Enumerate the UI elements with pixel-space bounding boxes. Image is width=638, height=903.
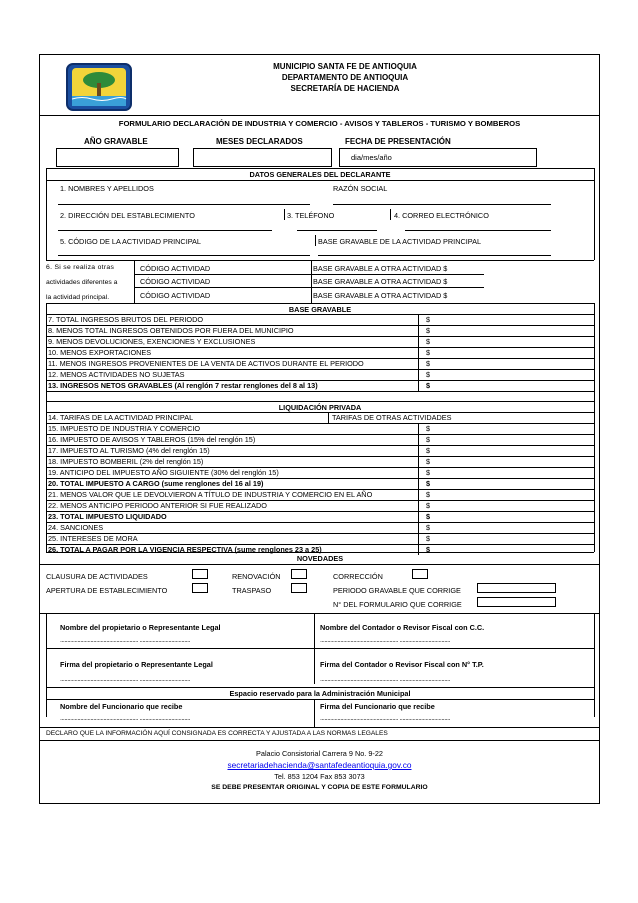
nombre-funcionario-label: Nombre del Funcionario que recibe (60, 702, 183, 711)
codigo-actividad-input[interactable] (58, 255, 310, 256)
currency-value-field[interactable]: $ (426, 501, 431, 510)
divider (418, 534, 419, 544)
divider (418, 512, 419, 522)
currency-value-field[interactable]: $ (426, 446, 431, 455)
divider (46, 303, 594, 304)
otras-side-3: la actividad principal. (46, 294, 110, 301)
table-row (46, 358, 594, 369)
telefono-input[interactable] (297, 230, 377, 231)
divider (311, 260, 312, 303)
divider (46, 699, 594, 700)
base-principal-input[interactable] (318, 255, 551, 256)
divider (46, 552, 594, 553)
divider (418, 359, 419, 369)
apertura-label: APERTURA DE ESTABLECIMIENTO (46, 586, 168, 595)
correo-label: 4. CORREO ELECTRÓNICO (394, 211, 489, 220)
divider (46, 168, 594, 169)
header-line-3: SECRETARÍA DE HACIENDA (290, 84, 400, 93)
currency-value-field[interactable]: $ (426, 326, 431, 335)
currency-value-field[interactable]: $ (426, 523, 431, 532)
ano-gravable-label: AÑO GRAVABLE (84, 137, 148, 146)
currency-value-field[interactable]: $ (426, 435, 431, 444)
row-label: 16. IMPUESTO DE AVISOS Y TABLEROS (15% del renglón 15) (48, 435, 256, 444)
row-label: 17. IMPUESTO AL TURISMO (4% del renglón 15) (48, 446, 210, 455)
divider (594, 303, 595, 552)
table-row (46, 347, 594, 358)
declaracion-text: DECLARO QUE LA INFORMACIÓN AQUÍ CONSIGNADA ES CORRECTA Y AJUSTADA A LAS NORMAS LEGALES (46, 730, 388, 737)
firma-propietario-line[interactable]: ...................................................... ................................... (60, 676, 191, 683)
divider (46, 613, 47, 717)
row-label: 23. TOTAL IMPUESTO LIQUIDADO (48, 512, 167, 521)
novedades-title: NOVEDADES (296, 554, 344, 563)
footer-email-link[interactable]: secretariadehacienda@santafedeantioquia.gov.co (227, 760, 412, 770)
row-label: 21. MENOS VALOR QUE LE DEVOLVIERON A TÍTULO DE INDUSTRIA Y COMERCIO EN EL AÑO (48, 490, 373, 499)
otras-codigo-2: CÓDIGO ACTIVIDAD (140, 277, 211, 286)
divider (46, 401, 594, 402)
numero-corrige-label: N° DEL FORMULARIO QUE CORRIGE (333, 600, 462, 609)
divider (418, 348, 419, 358)
nombre-contador-line[interactable]: ...................................................... ................................... (320, 637, 451, 644)
table-row (46, 489, 594, 500)
table-row (46, 412, 594, 423)
divider (46, 648, 594, 649)
divider (418, 424, 419, 434)
row-label: 25. INTERESES DE MORA (48, 534, 138, 543)
firma-propietario-label: Firma del propietario o Representante Legal (60, 660, 213, 669)
telefono-label: 3. TELÉFONO (287, 211, 335, 220)
apertura-checkbox[interactable] (192, 583, 208, 593)
divider (284, 209, 285, 220)
row-label: 14. TARIFAS DE LA ACTIVIDAD PRINCIPAL (48, 413, 194, 422)
correo-input[interactable] (405, 230, 551, 231)
renovacion-checkbox[interactable] (291, 569, 307, 579)
row-label: 26. TOTAL A PAGAR POR LA VIGENCIA RESPECTIVA (sume renglones 23 a 25) (48, 545, 322, 554)
row-label: 7. TOTAL INGRESOS BRUTOS DEL PERIODO (48, 315, 204, 324)
ano-gravable-input[interactable] (56, 148, 179, 167)
currency-value-field[interactable]: $ (426, 468, 431, 477)
divider (314, 648, 315, 684)
otras-side-1: 6. Si se realiza otras (46, 264, 115, 271)
direccion-label: 2. DIRECCIÓN DEL ESTABLECIMIENTO (60, 211, 195, 220)
currency-value-field[interactable]: $ (426, 315, 431, 324)
table-row (46, 467, 594, 478)
row-label: 19. ANTICIPO DEL IMPUESTO AÑO SIGUIENTE (30% del renglón 15) (48, 468, 279, 477)
traspaso-label: TRASPASO (232, 586, 272, 595)
divider (39, 115, 600, 116)
correccion-label: CORRECCIÓN (333, 572, 383, 581)
divider (39, 727, 600, 728)
traspaso-checkbox[interactable] (291, 583, 307, 593)
razon-social-label: RAZÓN SOCIAL (333, 184, 388, 193)
row-label: 10. MENOS EXPORTACIONES (48, 348, 152, 357)
firma-contador-line[interactable]: ...................................................... ................................... (320, 676, 451, 683)
divider (46, 168, 47, 260)
clausura-label: CLAUSURA DE ACTIVIDADES (46, 572, 148, 581)
row-label: 13. INGRESOS NETOS GRAVABLES (Al renglón 7 restar renglones del 8 al 13) (48, 381, 318, 390)
divider (46, 391, 594, 392)
fecha-presentacion-label: FECHA DE PRESENTACIÓN (345, 137, 451, 146)
firma-contador-label: Firma del Contador o Revisor Fiscal con N° T.P. (320, 660, 484, 669)
fecha-hint: dia/mes/año (351, 153, 392, 162)
currency-value-field[interactable]: $ (426, 359, 431, 368)
divider (390, 209, 391, 220)
footer-address: Palacio Consistorial Carrera 9 No. 9-22 (256, 749, 383, 758)
table-row (46, 369, 594, 380)
divider (418, 501, 419, 511)
header-line-1: MUNICIPIO SANTA FE DE ANTIOQUIA (273, 62, 417, 71)
currency-value-field[interactable]: $ (426, 534, 431, 543)
otras-codigo-1: CÓDIGO ACTIVIDAD (140, 264, 211, 273)
currency-value-field[interactable]: $ (426, 381, 431, 390)
periodo-corrige-input[interactable] (477, 583, 556, 593)
numero-corrige-input[interactable] (477, 597, 556, 607)
divider (314, 613, 315, 648)
divider (594, 613, 595, 717)
nombres-label: 1. NOMBRES Y APELLIDOS (60, 184, 154, 193)
nombre-contador-label: Nombre del Contador o Revisor Fiscal con C.C. (320, 623, 485, 632)
row-label: 22. MENOS ANTICIPO PERIODO ANTERIOR SI FUE REALIZADO (48, 501, 267, 510)
nombre-propietario-line[interactable]: ...................................................... ................................... (60, 637, 191, 644)
divider (418, 490, 419, 500)
divider (418, 326, 419, 336)
divider (39, 740, 600, 741)
otras-base-1: BASE GRAVABLE A OTRA ACTIVIDAD $ (313, 264, 448, 273)
row-label: 15. IMPUESTO DE INDUSTRIA Y COMERCIO (48, 424, 201, 433)
table-row (46, 445, 594, 456)
divider (418, 370, 419, 380)
row-label: TARIFAS DE OTRAS ACTIVIDADES (332, 413, 452, 422)
table-row (46, 325, 594, 336)
datos-generales-title: DATOS GENERALES DEL DECLARANTE (249, 170, 391, 179)
liquidacion-title: LIQUIDACIÓN PRIVADA (278, 403, 362, 412)
table-row (46, 478, 594, 489)
table-row (46, 380, 594, 391)
divider (315, 235, 316, 246)
currency-value-field[interactable]: $ (426, 457, 431, 466)
currency-value-field[interactable]: $ (426, 545, 431, 554)
table-row (46, 522, 594, 533)
otras-side-2: actividades diferentes a (46, 279, 118, 286)
row-label: 24. SANCIONES (48, 523, 104, 532)
divider (46, 260, 594, 261)
divider (328, 413, 329, 423)
municipality-logo (66, 63, 132, 111)
table-row (46, 314, 594, 325)
row-label: 20. TOTAL IMPUESTO A CARGO (sume renglones del 16 al 19) (48, 479, 264, 488)
divider (46, 180, 594, 181)
codigo-actividad-label: 5. CÓDIGO DE LA ACTIVIDAD PRINCIPAL (60, 237, 201, 246)
base-principal-label: BASE GRAVABLE DE LA ACTIVIDAD PRINCIPAL (318, 237, 482, 246)
divider (418, 337, 419, 347)
clausura-checkbox[interactable] (192, 569, 208, 579)
currency-value-field[interactable]: $ (426, 490, 431, 499)
firma-funcionario-line[interactable]: ...................................................... ................................... (320, 715, 451, 722)
row-label: 18. IMPUESTO BOMBERIL (2% del renglón 15) (48, 457, 204, 466)
table-row (46, 336, 594, 347)
divider (418, 457, 419, 467)
currency-value-field[interactable]: $ (426, 479, 431, 488)
periodo-corrige-label: PERIODO GRAVABLE QUE CORRIGE (333, 586, 461, 595)
row-label: 11. MENOS INGRESOS PROVENIENTES DE LA VENTA DE ACTIVOS DURANTE EL PERIODO (48, 359, 364, 368)
footer-phone: Tel. 853 1204 Fax 853 3073 (274, 772, 365, 781)
base-gravable-title: BASE GRAVABLE (288, 305, 352, 314)
row-label: 8. MENOS TOTAL INGRESOS OBTENIDOS POR FUERA DEL MUNICIPIO (48, 326, 294, 335)
nombre-funcionario-line[interactable]: ...................................................... ................................... (60, 715, 191, 722)
table-row (46, 434, 594, 445)
divider (134, 287, 484, 288)
meses-declarados-input[interactable] (193, 148, 332, 167)
divider (39, 613, 600, 614)
divider (134, 274, 484, 275)
form-title: FORMULARIO DECLARACIÓN DE INDUSTRIA Y COMERCIO - AVISOS Y TABLEROS - TURISMO Y BOMBEROS (118, 119, 521, 128)
divider (418, 545, 419, 555)
table-row (46, 500, 594, 511)
razon-social-input[interactable] (333, 204, 551, 205)
table-row (46, 423, 594, 434)
divider (418, 468, 419, 478)
row-label: 12. MENOS ACTIVIDADES NO SUJETAS (48, 370, 185, 379)
footer-note: SE DEBE PRESENTAR ORIGINAL Y COPIA DE ESTE FORMULARIO (211, 784, 428, 791)
renovacion-label: RENOVACIÓN (232, 572, 281, 581)
espacio-reservado-title: Espacio reservado para la Administración Municipal (229, 689, 411, 698)
correccion-checkbox[interactable] (412, 569, 428, 579)
table-row (46, 456, 594, 467)
divider (418, 523, 419, 533)
table-row (46, 533, 594, 544)
divider (134, 260, 135, 303)
direccion-input[interactable] (58, 230, 272, 231)
firma-funcionario-label: Firma del Funcionario que recibe (320, 702, 435, 711)
nombres-input[interactable] (58, 204, 310, 205)
nombre-propietario-label: Nombre del propietario o Representante Legal (60, 623, 221, 632)
meses-declarados-label: MESES DECLARADOS (216, 137, 303, 146)
table-row (46, 511, 594, 522)
divider (46, 687, 594, 688)
currency-value-field[interactable]: $ (426, 370, 431, 379)
divider (418, 315, 419, 325)
otras-codigo-3: CÓDIGO ACTIVIDAD (140, 291, 211, 300)
currency-value-field[interactable]: $ (426, 348, 431, 357)
divider (418, 435, 419, 445)
currency-value-field[interactable]: $ (426, 512, 431, 521)
divider (418, 479, 419, 489)
divider (39, 564, 600, 565)
currency-value-field[interactable]: $ (426, 424, 431, 433)
otras-base-2: BASE GRAVABLE A OTRA ACTIVIDAD $ (313, 277, 448, 286)
divider (594, 168, 595, 260)
otras-base-3: BASE GRAVABLE A OTRA ACTIVIDAD $ (313, 291, 448, 300)
divider (418, 446, 419, 456)
row-label: 9. MENOS DEVOLUCIONES, EXENCIONES Y EXCLUSIONES (48, 337, 256, 346)
divider (418, 381, 419, 391)
divider (314, 699, 315, 727)
footer-email-wrap (39, 761, 600, 769)
currency-value-field[interactable]: $ (426, 337, 431, 346)
header-line-2: DEPARTAMENTO DE ANTIOQUIA (281, 73, 409, 82)
shield-icon (66, 63, 132, 111)
